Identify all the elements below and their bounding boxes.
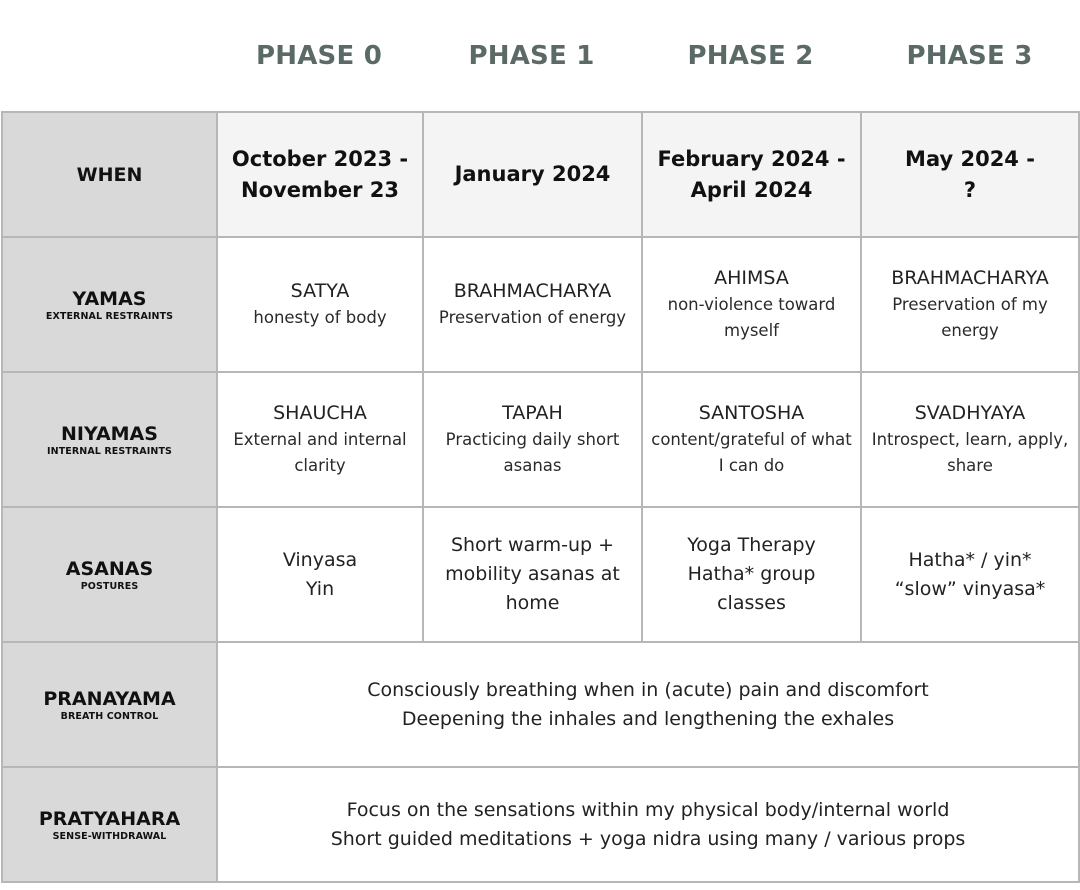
yamas-phase-2-title: AHIMSA (714, 267, 789, 289)
pranayama-label: PRANAYAMA (43, 687, 176, 710)
pranayama-sublabel: BREATH CONTROL (60, 710, 159, 722)
yamas-phase-0-desc: honesty of body (253, 308, 387, 327)
pranayama-line-2: Deepening the inhales and lengthening the exhales (401, 707, 895, 730)
when-phase-2: February 2024 - April 2024 (642, 112, 861, 237)
asanas-row (2, 507, 1079, 642)
yamas-phase-2 (642, 237, 861, 372)
phase-3-header: PHASE 3 (906, 41, 1033, 71)
pranayama-row (2, 642, 1079, 767)
pranayama-all-phases (217, 642, 1079, 767)
asanas-sublabel: POSTURES (80, 580, 139, 592)
when-row-header (2, 112, 217, 237)
niyamas-phase-2 (642, 372, 861, 507)
niyamas-label: NIYAMAS (61, 422, 158, 445)
niyamas-phase-3-desc: Introspect, learn, apply, share (871, 430, 1069, 475)
asanas-phase-0: Vinyasa Yin (217, 507, 423, 642)
asanas-row-header (2, 507, 217, 642)
yamas-phase-3 (861, 237, 1079, 372)
yamas-phase-3-title: BRAHMACHARYA (891, 267, 1049, 289)
yamas-row-header (2, 237, 217, 372)
yamas-phase-3-desc: Preservation of my energy (892, 295, 1048, 340)
niyamas-row (2, 372, 1079, 507)
niyamas-phase-0 (217, 372, 423, 507)
asanas-phase-2: Yoga Therapy Hatha* group classes (642, 507, 861, 642)
when-phase-1: January 2024 (423, 112, 642, 237)
yamas-phase-1-title: BRAHMACHARYA (453, 280, 612, 302)
pratyahara-label: PRATYAHARA (38, 807, 181, 830)
asanas-phase-1: Short warm-up + mobility asanas at home (423, 507, 642, 642)
yoga-plan-table (1, 111, 1080, 883)
niyamas-phase-2-desc: content/grateful of what I can do (651, 430, 852, 475)
phase-1-header: PHASE 1 (468, 41, 595, 71)
niyamas-row-header (2, 372, 217, 507)
yamas-row (2, 237, 1079, 372)
yamas-phase-0-title: SATYA (290, 280, 350, 302)
yamas-phase-0 (217, 237, 423, 372)
pratyahara-line-1: Focus on the sensations within my physical body/internal world (346, 798, 950, 821)
pranayama-row-header (2, 642, 217, 767)
niyamas-phase-3 (861, 372, 1079, 507)
when-label: WHEN (76, 163, 143, 186)
asanas-label: ASANAS (65, 557, 154, 580)
niyamas-phase-1-desc: Practicing daily short asanas (445, 430, 620, 475)
yamas-phase-2-desc: non-violence toward myself (667, 295, 836, 340)
yamas-sublabel: EXTERNAL RESTRAINTS (45, 310, 174, 322)
yamas-label: YAMAS (72, 287, 147, 310)
niyamas-phase-0-desc: External and internal clarity (233, 430, 407, 475)
niyamas-phase-0-title: SHAUCHA (273, 402, 367, 424)
niyamas-phase-1 (423, 372, 642, 507)
pratyahara-sublabel: SENSE-WITHDRAWAL (52, 830, 167, 842)
phase-0-header: PHASE 0 (256, 41, 382, 71)
when-phase-3: May 2024 - ? (861, 112, 1079, 237)
when-row (2, 112, 1079, 237)
yamas-phase-1-desc: Preservation of energy (438, 308, 627, 327)
pratyahara-row-header (2, 767, 217, 882)
pratyahara-row (2, 767, 1079, 882)
asanas-phase-3: Hatha* / yin* “slow” vinyasa* (861, 507, 1079, 642)
pranayama-line-1: Consciously breathing when in (acute) pain and discomfort (367, 678, 929, 701)
niyamas-phase-1-title: TAPAH (502, 402, 563, 424)
yamas-phase-1 (423, 237, 642, 372)
pratyahara-line-2: Short guided meditations + yoga nidra using many / various props (330, 827, 966, 850)
niyamas-sublabel: INTERNAL RESTRAINTS (47, 445, 172, 457)
when-phase-0: October 2023 - November 23 (217, 112, 423, 237)
phase-2-header: PHASE 2 (687, 41, 814, 71)
pratyahara-all-phases (217, 767, 1079, 882)
niyamas-phase-2-title: SANTOSHA (698, 402, 805, 424)
niyamas-phase-3-title: SVADHYAYA (914, 402, 1026, 424)
